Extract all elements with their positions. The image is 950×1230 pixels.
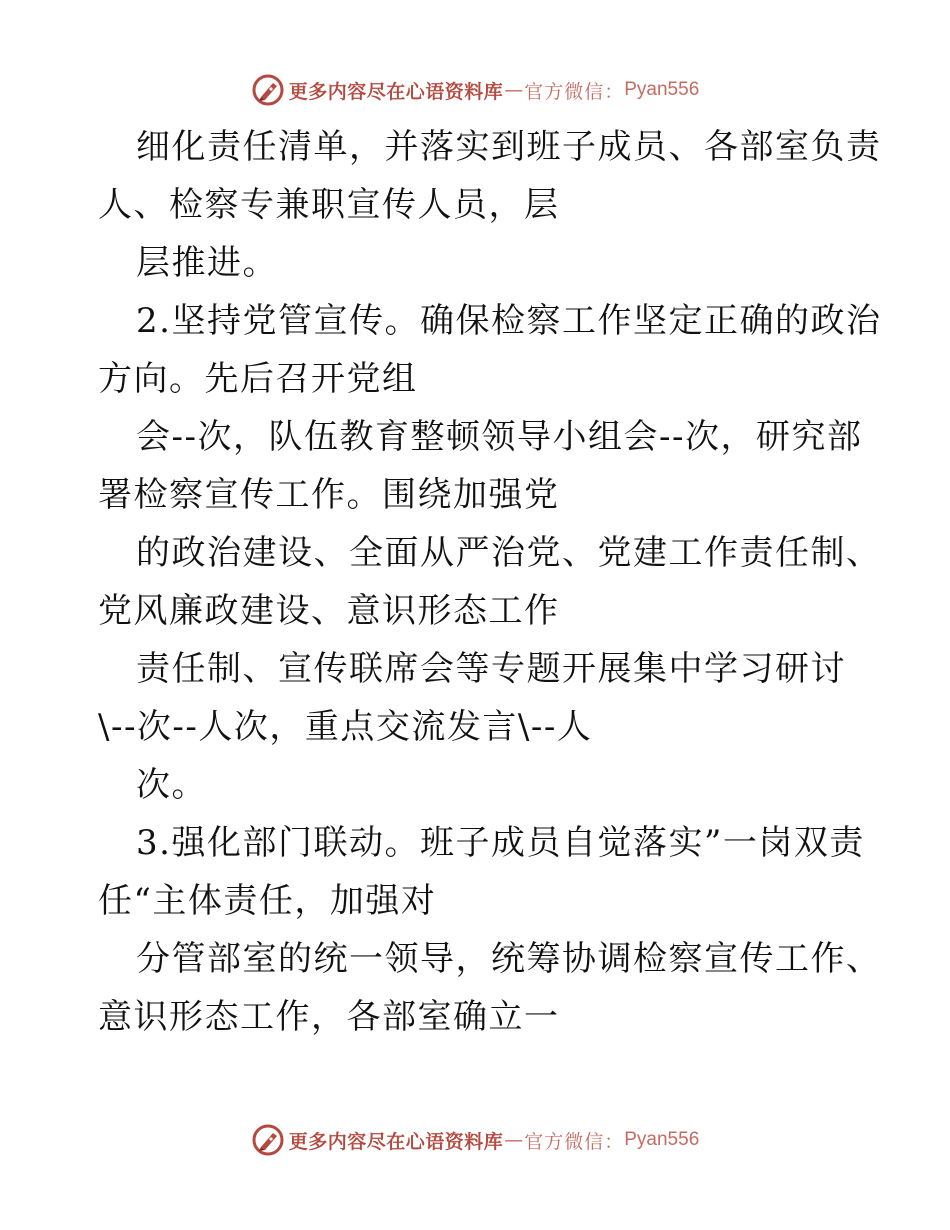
text-line: 分管部室的统一领导，统筹协调检察宣传工作、 bbox=[136, 939, 882, 979]
text-line: 任“主体责任，加强对 bbox=[98, 881, 437, 921]
pen-logo-icon bbox=[251, 1123, 285, 1157]
pen-logo-icon bbox=[251, 73, 285, 107]
text-line: 人、检察专兼职宣传人员，层 bbox=[98, 185, 560, 225]
banner-title: 更多内容尽在心语资料库 bbox=[288, 1130, 504, 1153]
text-line: 意识形态工作，各部室确立一 bbox=[98, 997, 560, 1037]
document-body bbox=[98, 118, 898, 1046]
banner-wechat-id: Pyan556 bbox=[624, 79, 700, 100]
banner-title: 更多内容尽在心语资料库 bbox=[288, 80, 504, 103]
banner-wechat-id: Pyan556 bbox=[624, 1129, 700, 1150]
text-line: \--次--人次，重点交流发言\--人 bbox=[98, 707, 593, 747]
banner-wechat-label: 官方微信： bbox=[524, 1130, 625, 1153]
text-line: 3.强化部门联动。班子成员自觉落实”一岗双责 bbox=[136, 823, 865, 863]
text-line: 责任制、宣传联席会等专题开展集中学习研讨 bbox=[136, 649, 846, 689]
banner-wechat-label: 官方微信： bbox=[524, 80, 625, 103]
text-line: 党风廉政建设、意识形态工作 bbox=[98, 591, 560, 631]
text-line: 2.坚持党管宣传。确保检察工作坚定正确的政治 bbox=[136, 301, 882, 341]
banner-dash: — bbox=[504, 79, 524, 101]
text-line: 层推进。 bbox=[136, 243, 278, 283]
header-banner bbox=[0, 70, 950, 110]
text-line: 的政治建设、全面从严治党、党建工作责任制、 bbox=[136, 533, 882, 573]
text-line: 署检察宣传工作。围绕加强党 bbox=[98, 475, 560, 515]
banner-dash: — bbox=[504, 1129, 524, 1151]
text-line: 会--次，队伍教育整顿领导小组会--次，研究部 bbox=[136, 417, 863, 457]
text-line: 次。 bbox=[136, 765, 207, 805]
text-line: 方向。先后召开党组 bbox=[98, 359, 418, 399]
footer-banner bbox=[0, 1120, 950, 1160]
text-line: 细化责任清单，并落实到班子成员、各部室负责 bbox=[136, 127, 882, 167]
